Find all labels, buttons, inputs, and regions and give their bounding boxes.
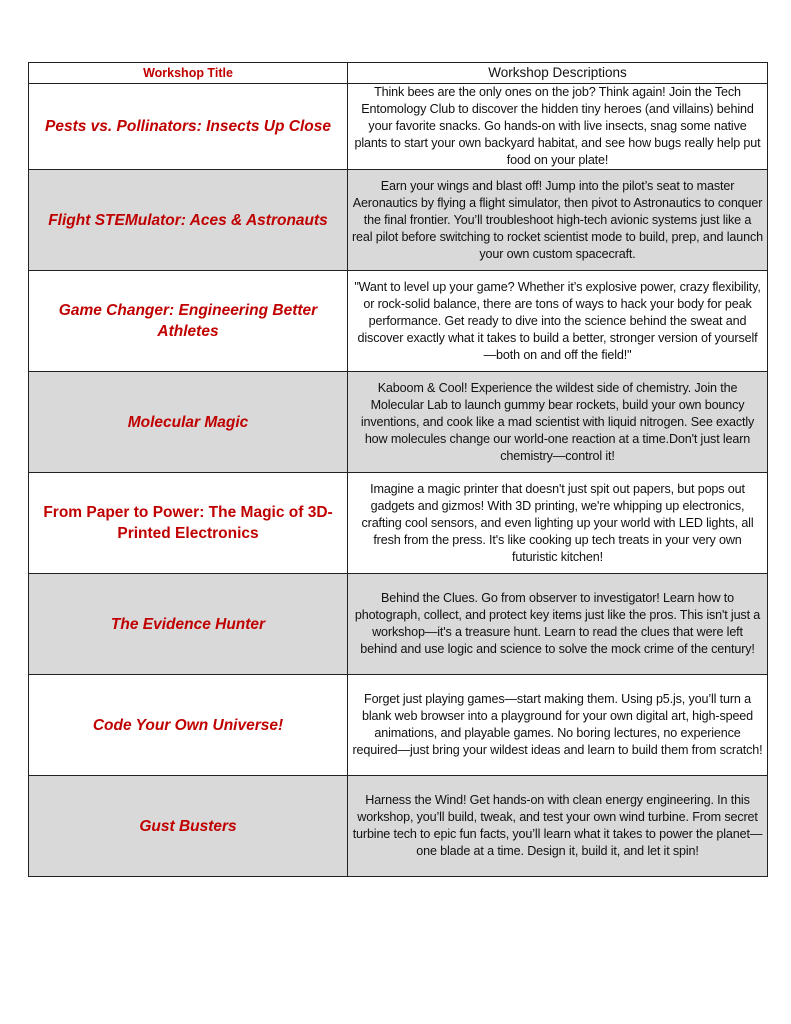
table-row (29, 170, 768, 271)
workshop-description: Harness the Wind! Get hands-on with clean energy engineering. In this workshop, you’ll build, tweak, and test your own wind turbine. From secret turbine tech to epic fun facts, you’ll learn what it takes to power the planet—one blade at a time. Design it, build it, and let it spin! (348, 776, 768, 877)
document-page (28, 62, 767, 877)
workshop-title: The Evidence Hunter (29, 574, 348, 675)
workshop-description: Kaboom & Cool! Experience the wildest side of chemistry. Join the Molecular Lab to launch gummy bear rockets, build your own bouncy inventions, and cook like a mad scientist with liquid nitrogen. See exactly how molecules change our world-one reaction at a time.Don't just learn chemistry—control it! (348, 372, 768, 473)
table-row (29, 271, 768, 372)
workshop-title: Gust Busters (29, 776, 348, 877)
workshop-title: Pests vs. Pollinators: Insects Up Close (29, 84, 348, 170)
table-header-row (29, 63, 768, 84)
workshop-title: Flight STEMulator: Aces & Astronauts (29, 170, 348, 271)
table-row (29, 675, 768, 776)
table-row (29, 776, 768, 877)
column-header-workshop-title: Workshop Title (29, 63, 348, 84)
column-header-workshop-descriptions: Workshop Descriptions (348, 63, 768, 84)
workshop-title: Code Your Own Universe! (29, 675, 348, 776)
workshop-table (28, 62, 768, 877)
workshop-description: Behind the Clues. Go from observer to investigator! Learn how to photograph, collect, and protect key items just like the pros. This isn't just a workshop—it's a treasure hunt. Learn to read the clues that were left behind and use logic and science to solve the mock crime of the century! (348, 574, 768, 675)
table-row (29, 473, 768, 574)
workshop-title: Game Changer: Engineering Better Athletes (29, 271, 348, 372)
table-row (29, 574, 768, 675)
table-row (29, 372, 768, 473)
workshop-description: "Want to level up your game? Whether it’s explosive power, crazy flexibility, or rock-solid balance, there are tons of ways to hack your body for peak performance. Get ready to dive into the science behind the sweat and discover exactly what it takes to build a better, stronger version of yourself—both on and off the field!" (348, 271, 768, 372)
workshop-title: From Paper to Power: The Magic of 3D-Printed Electronics (29, 473, 348, 574)
workshop-description: Earn your wings and blast off! Jump into the pilot’s seat to master Aeronautics by flying a flight simulator, then pivot to Astronautics to conquer the final frontier. You’ll troubleshoot high-tech avionic systems just like a real pilot before switching to rocket scientist mode to build, prep, and launch your own custom spacecraft. (348, 170, 768, 271)
table-row (29, 84, 768, 170)
workshop-description: Imagine a magic printer that doesn't just spit out papers, but pops out gadgets and gizmos! With 3D printing, we're whipping up electronics, crafting cool sensors, and even lighting up your world with LED lights, all fresh from the press. It's like cooking up tech treats in your very own futuristic kitchen! (348, 473, 768, 574)
workshop-description: Think bees are the only ones on the job? Think again! Join the Tech Entomology Club to discover the hidden tiny heroes (and villains) behind your favorite snacks. Go hands-on with live insects, snag some native plants to start your own backyard habitat, and see how bugs really help put food on your plate! (348, 84, 768, 170)
workshop-title: Molecular Magic (29, 372, 348, 473)
workshop-description: Forget just playing games—start making them. Using p5.js, you’ll turn a blank web browser into a playground for your own digital art, high-speed animations, and playable games. No boring lectures, no experience required—just bring your wildest ideas and learn to build them from scratch! (348, 675, 768, 776)
